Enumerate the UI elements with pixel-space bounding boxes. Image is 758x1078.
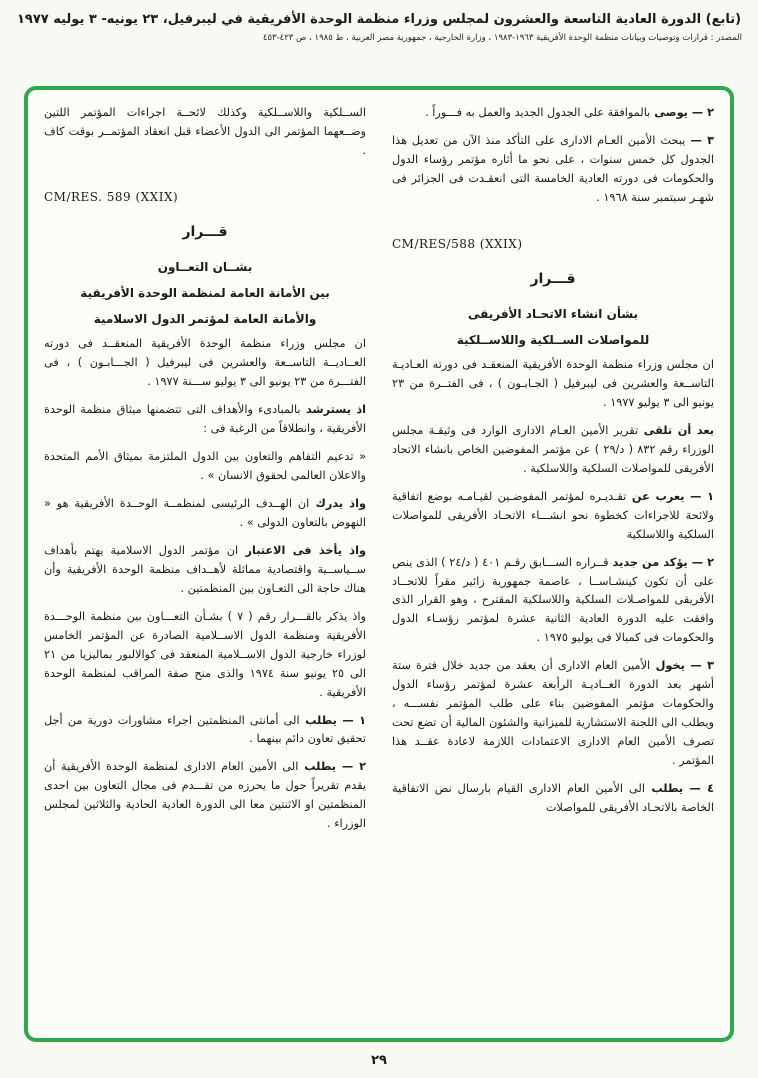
resolution-title: قـــرار [182,224,228,241]
continuation-paragraph: الســلكية واللاســلكية وكذلك لائحــة اجراءات المؤتمر اللتين وضــعهما المؤتمر الى الدول الأعضاء قبل انعقاد المؤتمــر بوقت كاف . [44,106,366,157]
bold-lead: ٢ — يطلب [298,760,366,774]
resolution-ref: CM/RES. 589 (XXIX) [44,189,179,204]
paragraph-item-1: ١ — يعرب عن تقـديـره لمؤتمر المفوضـين لقيـامـه بوضع اتفاقية ولائحة للاجراءات كخطوة نحو انشـــاء الاتحـاد الأفريقى للمواصلات السلكية واللاسلكية [392,489,714,541]
bold-lead: ٣ — يخول [650,659,714,673]
paragraph-quote: « تدعيم التفاهم والتعاون بين الدول الملتزمة بميثاق الأمم المتحدة والاعلان العالمى لحقوق الانسان » . [44,449,366,482]
paragraph-item-1: ١ — يطلب الى أمانتى المنظمتين اجراء مشاورات دورية من أجل تحقيق تعاون دائم بينهما . [44,713,366,746]
paragraph-aware: واذ يدرك ان الهــدف الرئيسى لمنظمــة الوحــدة الأفريقية هو « النهوض بالتعاون الدولى » . [44,496,367,529]
paragraph-item-3b: ٣ — يخول الأمين العام الادارى أن يعقد من جديد خلال فترة ستة أشهر بعد الدورة العــاديـة الرأبعة عشرة لمؤتمر رؤساء الدول والحكومات مؤتمر المفوضين بناء على طلب المؤتمر نفســـه ، ويطلب الى اللجنة الاستشارية للميزانية والشئون المالية أن تضع تحت تصرف الأمين العام الادارى الاعتمادات اللازمة لاعادة عقــد هذا المؤتمر . [392,659,714,768]
resolution-subtitle: بشأن انشاء الاتحـاد الأفريقى [467,306,639,321]
preamble: ان مجلس وزراء منظمة الوحدة الأفريقية المنعقـد فى دورته العـاديـة التاســعة والعشرين فى ليبرفيل ( الجـابـون ) ، فى الفتــرة من ٢٣ يونيو الى ٣ يوليو ١٩٧٧ . [392,357,714,409]
resolution-title: قـــرار [530,271,576,287]
bold-lead: ١ — يطلب [299,713,366,727]
paragraph-item-2b: ٢ — يؤكد من جديد قــراره الســـابق رقـم ٤٠١ ( د/٢٤ ) الذى ينص على أن تكون كينشـاســا ، عاصمة جمهورية زائير مقراً للاتحــاد الأفريقى للمواصـلات السلكية واللاسلكية المقترح ، وهو القرار الذى وافقت عليه الدورة العادية الثانية عشرة لمؤتمر رؤسـاء الدول والحكومات فى كمبالا فى يوليو ١٩٧٥ . [392,555,714,645]
bold-lead: واذ يدرك [309,496,367,510]
bold-lead: بعد أن تلقى [638,423,714,437]
bold-lead: ٢ — يؤكد من جديد [608,555,714,569]
paragraph-considering: واذ يأخذ فى الاعتبار ان مؤتمر الدول الاسلامية يهتم بأهداف ســياســية واقتصادية مماثلة لأهــداف منظمة الوحدة الأفريقية وأن هناك حاجة الى التعـاون بين المنظمتين . [44,543,367,595]
page-frame [24,86,734,1042]
two-column-text [44,104,714,1024]
resolution-ref: CM/RES/588 (XXIX) [392,236,523,251]
paragraph-guided: اذ يسترشد بالمبادىء والأهداف التى تتضمنها ميثاق منظمة الوحدة الأفريقية ، وانطلاقاً من الرغبة فى : [44,402,366,435]
paragraph-item-2: ٢ — يطلب الى الأمين العام الادارى لمنظمة الوحدة الأفريقية أن يقدم تقريراً حول ما يحرزه من تقـــدم فى مجال التعاون بين احدى المنظمتين او الاثنتين معا الى الدورة العادية الحادية والثلاثين لمجلس الوزراء . [44,760,366,831]
left-column [44,104,366,1024]
right-column [392,104,714,1024]
paragraph-item-2: ٢ — يوصى بالموافقة على الجدول الجديد والعمل به فـــوراً . [425,106,714,119]
paragraph-recalling: واذ يذكر بالقـــرار رقم ( ٧ ) بشـأن التعـــاون بين منظمة الوحـــدة الأفريقية ومنظمة الدول الاســلامية الصادرة عن المؤتمر الخامس لوزراء خارجية الدول الاســلامية المنعقد فى كوالالبور بماليزيا من ٢١ الى ٢٥ يونيو سنة ١٩٧٤ والذى منح صفة المراقب لمنظمة الوحدة الأفريقية . [44,609,366,699]
page-header [0,0,758,43]
header-session-title: (تابع) الدورة العادية التاسعة والعشرون لمجلس وزراء منظمة الوحدة الأفريقية في ليبرفيل، ٢٣ يونيه- ٣ يوليه ١٩٧٧ [16,12,742,27]
paragraph-item-4: ٤ — يطلب الى الأمين العام الادارى القيام بارسال نص الاتفاقية الخاصة بالاتحـاد الأفريقى للمواصلات [392,782,714,815]
preamble: ان مجلس وزراء منظمة الوحدة الأفريقية المنعقــد فى دورته العــاديــة التاســعة والعشرين فى ليبرفيل ( الجـــابـون ) ، فى الفتـــرة من ٢٣ يونيو الى ٣ يوليو ســـنة ١٩٧٧ . [44,337,366,388]
bold-lead: ٣ — [685,133,714,147]
header-source-line: المصدر : قرارات وتوصيات وبيانات منظمة الوحدة الأفريقية ١٩٦٣-١٩٨٣ ، وزارة الخارجية ، جمهورية مصر العربية ، ط ١٩٨٥ ، ص ٤٢٣-٤٥٣ [262,32,742,43]
resolution-subtitle: بين الأمانة العامة لمنظمة الوحدة الأفريقية [80,285,330,300]
resolution-subtitle: والأمانة العامة لمؤتمر الدول الاسلامية [93,311,317,326]
bold-lead: اذ يسترشد [300,402,366,416]
bold-lead: ٢ — يوصى [650,106,714,119]
resolution-subtitle: للمواصلات الســلكية واللاســلكية [456,332,650,347]
paragraph-item-3: ٣ — يبحث الأمين العـام الادارى على التأكد منذ الآن من تعديل هذا الجدول كل خمس سنوات ، على نحو ما أثاره مؤتمر رؤساء الدول والحكومات فى دورته العادية الخامسة التى انعقـدت فى الجزائر فى شهـر سبتمبر سنة ١٩٦٨ . [392,133,714,204]
page-number: ٢٩ [371,1053,387,1068]
bold-lead: ١ — يعرب عن [626,489,714,503]
paragraph-received: بعد أن تلقى تقرير الأمين العـام الادارى الوارد فى وثيقـة مجلس الوزراء رقم ٨٣٢ ( د/٢٩ ) عن مؤتمر المفوضين الخاص بانشاء الاتحاد الأفريقى للمواصلات السلكية واللاسلكية . [392,423,714,475]
resolution-subtitle: بشــان التعــاون [157,259,253,274]
bold-lead: واذ يأخذ فى الاعتبار [238,543,367,557]
bold-lead: ٤ — يطلب [645,782,714,796]
